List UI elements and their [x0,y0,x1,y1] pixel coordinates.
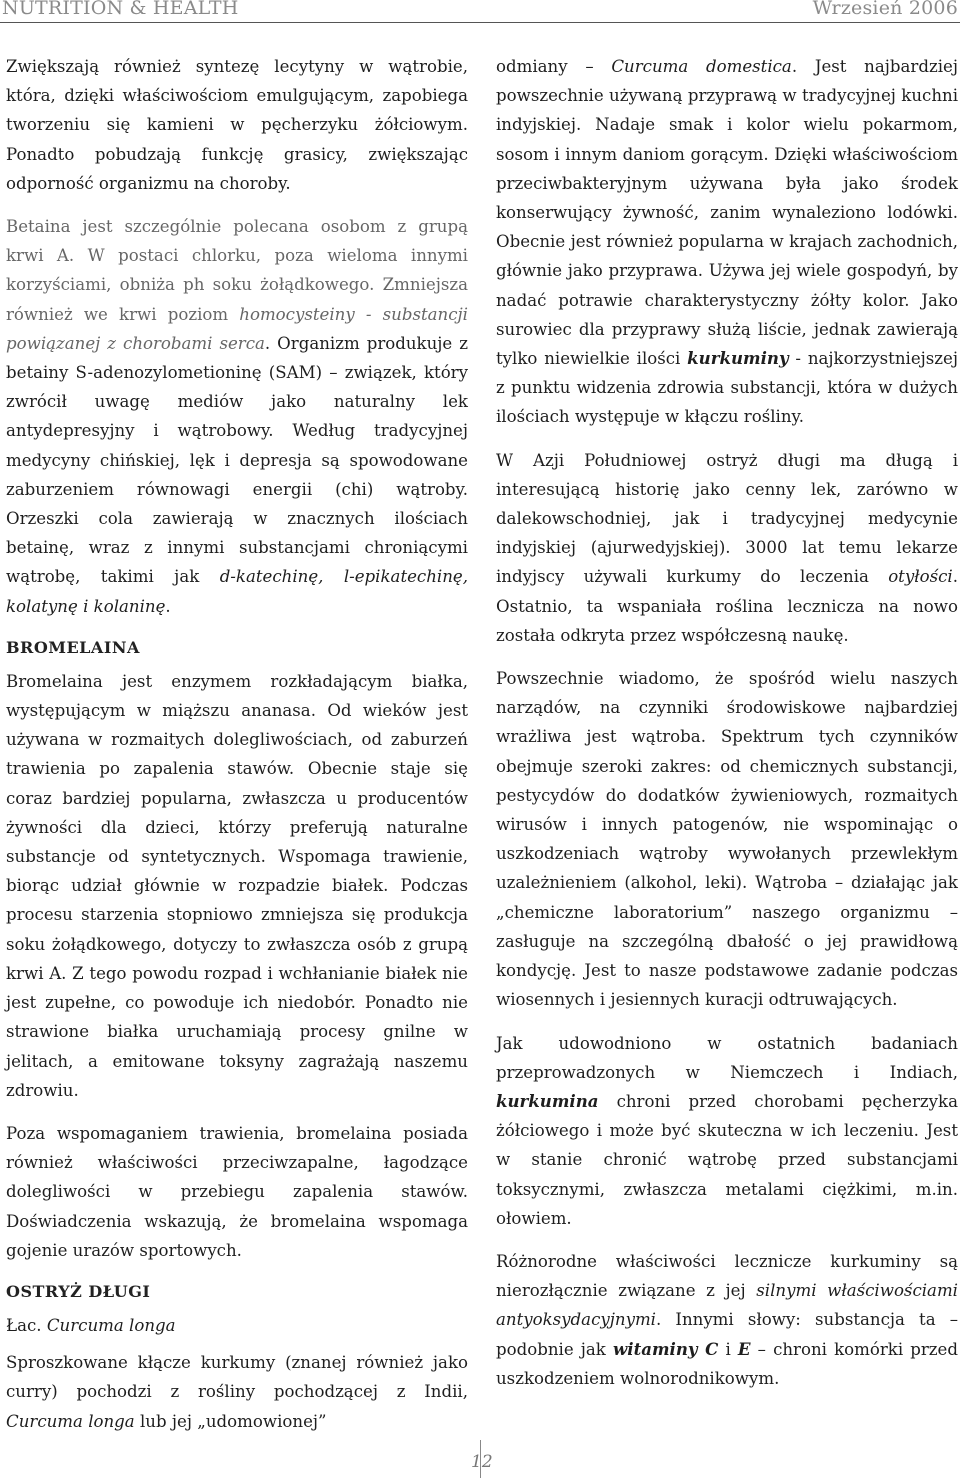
paragraph: Zwiększają również syntezę lecytyny w wątrobie, która, dzięki właściwościom emulgującym, zapobiega tworzeniu się kamieni w pęcherzyku żółciowym. Ponadto pobudzają funkcję grasicy, zwiększając odporność organizmu na choroby. [6,57,468,193]
left-column [6,52,468,1450]
paragraph: odmiany – Curcuma domestica. Jest najbardziej powszechnie używaną przyprawą w tradycyjnej kuchni indyjskiej. Nadaje smak i kolor wielu pokarmom, sosom i innym daniom gorącym. Dzięki właściwościom przeciwbakteryjnym używana była jako środek konserwujący żywność, zanim wynaleziono lodówki. Obecnie jest również popularna w krajach zachodnich, głównie jako przyprawa. Używa jej wiele gospodyń, by nadać potrawie charakterystyczny żółty kolor. Jako surowiec dla przyprawy służą liście, jednak zawierają tylko niewielkie ilości kurkuminy - najkorzystniejszej z punktu widzenia zdrowia substancji, która w dużych ilościach występuje w kłączu rośliny. [496,57,959,427]
paragraph: Powszechnie wiadomo, że spośród wielu naszych narządów, na czynniki środowiskowe najbardziej wrażliwa jest wątroba. Spektrum tych czynników obejmuje szeroki zakres: od chemicznych substancji, pestycydów do dodatków żywieniowych, rozmaitych wirusów i innych patogenów, nie wspominając o uszkodzeniach wątroby wywołanych przewlekłym uzależnieniem (alkohol, leki). Wątroba – działając jak „chemiczne laboratorium” naszego organizmu – zasługuje na szczególną dbałość o jej prawidłową kondycję. Jest to nasze podstawowe zadanie podczas wiosennych i jesiennych kuracji odtruwających. [496,669,958,1010]
issue-date: Wrzesień 2006 [812,0,958,19]
paragraph: Bromelaina jest enzymem rozkładającym białka, występującym w miąższu ananasa. Od wieków jest używana w rozmaitych dolegliwościach, od zaburzeń trawienia po zapalenia stawów. Obecnie staje się coraz bardziej popularna, zwłaszcza u producentów żywności dla dzieci, którzy preferują naturalne substancje od syntetycznych. Wspomaga trawienie, biorąc udział głównie w rozpadzie białek. Podczas procesu starzenia stopniowo zmniejsza się produkcja soku żołądkowego, dotyczy to zwłaszcza osób z grupą krwi A. Z tego powodu rozpad i wchłanianie białek nie jest zupełne, co powoduje ich niedobór. Ponadto nie strawione białka uruchamiają procesy gnilne w jelitach, a emitowane toksyny zagrażają naszemu zdrowiu. [6,671,468,1100]
running-title: NUTRITION & HEALTH [2,0,239,19]
section-heading-ostryz: OSTRYŻ DŁUGI [6,1281,151,1301]
right-column [496,52,958,1407]
paragraph: W Azji Południowej ostryż długi ma długą i interesującą historię jako cenny lek, zarówno w dalekowschodniej, jak i tradycyjnej medycynie indyjskiej (ajurwedyjskiej). 3000 lat temu lekarze indyjscy używali kurkumy do leczenia otyłości. Ostatnio, ta wspaniała roślina lecznicza na nowo została odkryta przez współczesną naukę. [496,450,958,645]
paragraph: Jak udowodniono w ostatnich badaniach przeprowadzonych w Niemczech i Indiach, kurkumina chroni przed chorobami pęcherzyka żółciowego i może być skuteczna w ich leczeniu. Jest w stanie chronić wątrobę przed substancjami toksycznymi, zwłaszcza metalami ciężkimi, m.in. ołowiem. [496,1033,958,1228]
paragraph: Poza wspomaganiem trawienia, bromelaina posiada również właściwości przeciwzapalne, łagodzące dolegliwości w przebiegu zapalenia stawów. Doświadczenia wskazują, że bromelaina wspomaga gojenie urazów sportowych. [6,1123,468,1260]
paragraph: Różnorodne właściwości lecznicze kurkuminy są nierozłącznie związane z jej silnymi właściwościami antyoksydacyjnymi. Innymi słowy: substancja ta – podobnie jak witaminy C i E – chroni komórki przed uszkodzeniem wolnorodnikowym. [496,1251,958,1388]
header-rule [0,22,960,23]
paragraph: Sproszkowane kłącze kurkumy (znanej również jako curry) pochodzi z rośliny pochodzącej z Indii, Curcuma longa lub jej „udomowionej” [6,1353,468,1431]
page-header [0,0,960,26]
latin-name: Łac. Curcuma longa [6,1315,176,1335]
paragraph: Betaina jest szczególnie polecana osobom z grupą krwi A. W postaci chlorku, poza wieloma innymi korzyściami, obniża ph soku żołądkowego. Zmniejsza również we krwi poziom homocysteiny - substancji powiązanej z chorobami serca. Organizm produkuje z betainy S-adenozylometioninę (SAM) – związek, który zwrócił uwagę mediów jako naturalny lek antydepresyjny i wątrobowy. Według tradycyjnej medycyny chińskiej, lęk i depresja są spowodowane zaburzeniem równowagi energii (chi) wątroby. Orzeszki cola zawierają w znacznych ilościach betainę, wraz z innymi substancjami chroniącymi wątrobę, takimi jak d-katechinę, l-epikatechinę, kolatynę i kolaninę. [6,217,468,616]
page-number: 12 [471,1452,493,1472]
section-heading-bromelaina: BROMELAINA [6,637,140,657]
